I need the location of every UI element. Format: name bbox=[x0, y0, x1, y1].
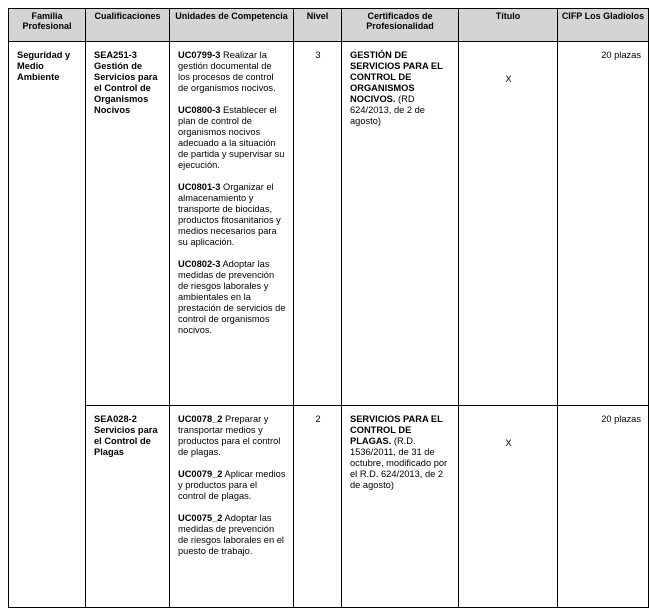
unit-code: UC0078_2 bbox=[178, 414, 223, 424]
unit-text: Adoptar las medidas de prevención de riesgos laborales y ambientales en la prestación de servicios de control de organismos nocivos. bbox=[178, 259, 286, 335]
nivel-cell: 3 bbox=[294, 42, 342, 406]
unit-code: UC0075_2 bbox=[178, 513, 223, 523]
unit-code: UC0802-3 bbox=[178, 259, 221, 269]
unit-code: UC0079_2 bbox=[178, 469, 223, 479]
cualificacion-cell: SEA028-2 Servicios para el Control de Plagas bbox=[86, 406, 170, 608]
plazas-cell: 20 plazas bbox=[558, 42, 649, 406]
unit-item bbox=[178, 182, 286, 248]
unit-text: Adoptar las medidas de prevención de riesgos laborales en el puesto de trabajo. bbox=[178, 513, 284, 556]
titulo-cell: X bbox=[459, 42, 558, 406]
certificado-title: SERVICIOS PARA EL CONTROL DE PLAGAS. bbox=[350, 414, 443, 446]
unit-item bbox=[178, 414, 286, 458]
unit-item bbox=[178, 469, 286, 502]
unit-item bbox=[178, 50, 286, 94]
unit-text: Organizar el almacenamiento y transporte de biocidas, productos fitosanitarios y medios necesarios para su aplicación. bbox=[178, 182, 281, 247]
unit-text: Establecer el plan de control de organismos nocivos adecuado a la situación de partida y supervisar su ejecución. bbox=[178, 105, 285, 170]
familia-cell: Seguridad y Medio Ambiente bbox=[9, 42, 86, 608]
nivel-cell: 2 bbox=[294, 406, 342, 608]
unit-text: Preparar y transportar medios y productos para el control de plagas. bbox=[178, 414, 281, 457]
certificado-cell bbox=[342, 42, 459, 406]
table-row bbox=[9, 42, 649, 406]
cualificacion-cell: SEA251-3 Gestión de Servicios para el Control de Organismos Nocivos bbox=[86, 42, 170, 406]
unit-code: UC0801-3 bbox=[178, 182, 221, 192]
qualifications-table bbox=[8, 8, 649, 608]
header-certificados: Certificados de Profesionalidad bbox=[342, 9, 459, 42]
unidades-cell bbox=[170, 406, 294, 608]
certificado-title: GESTIÓN DE SERVICIOS PARA EL CONTROL DE ORGANISMOS NOCIVOS. bbox=[350, 50, 443, 104]
unit-code: UC0800-3 bbox=[178, 105, 221, 115]
certificado-ref: (RD 624/2013, de 2 de agosto) bbox=[350, 94, 425, 126]
unidades-cell bbox=[170, 42, 294, 406]
unit-text: Aplicar medios y productos para el control de plagas. bbox=[178, 469, 286, 501]
unit-text: Realizar la gestión documental de los procesos de control de organismos nocivos. bbox=[178, 50, 276, 93]
certificado-ref: (R.D. 1536/2011, de 31 de octubre, modificado por el R.D. 624/2013, de 2 de agosto) bbox=[350, 436, 448, 490]
table-row bbox=[9, 406, 649, 608]
unit-item bbox=[178, 105, 286, 171]
header-nivel: Nivel bbox=[294, 9, 342, 42]
certificado-cell bbox=[342, 406, 459, 608]
header-cualificaciones: Cualificaciones bbox=[86, 9, 170, 42]
plazas-cell: 20 plazas bbox=[558, 406, 649, 608]
unit-code: UC0799-3 bbox=[178, 50, 221, 60]
titulo-cell: X bbox=[459, 406, 558, 608]
unit-item bbox=[178, 513, 286, 557]
unit-item bbox=[178, 259, 286, 336]
header-row bbox=[9, 9, 649, 42]
header-unidades: Unidades de Competencia bbox=[170, 9, 294, 42]
header-titulo: Título bbox=[459, 9, 558, 42]
header-centro: CIFP Los Gladiolos bbox=[558, 9, 649, 42]
header-familia: Familia Profesional bbox=[9, 9, 86, 42]
